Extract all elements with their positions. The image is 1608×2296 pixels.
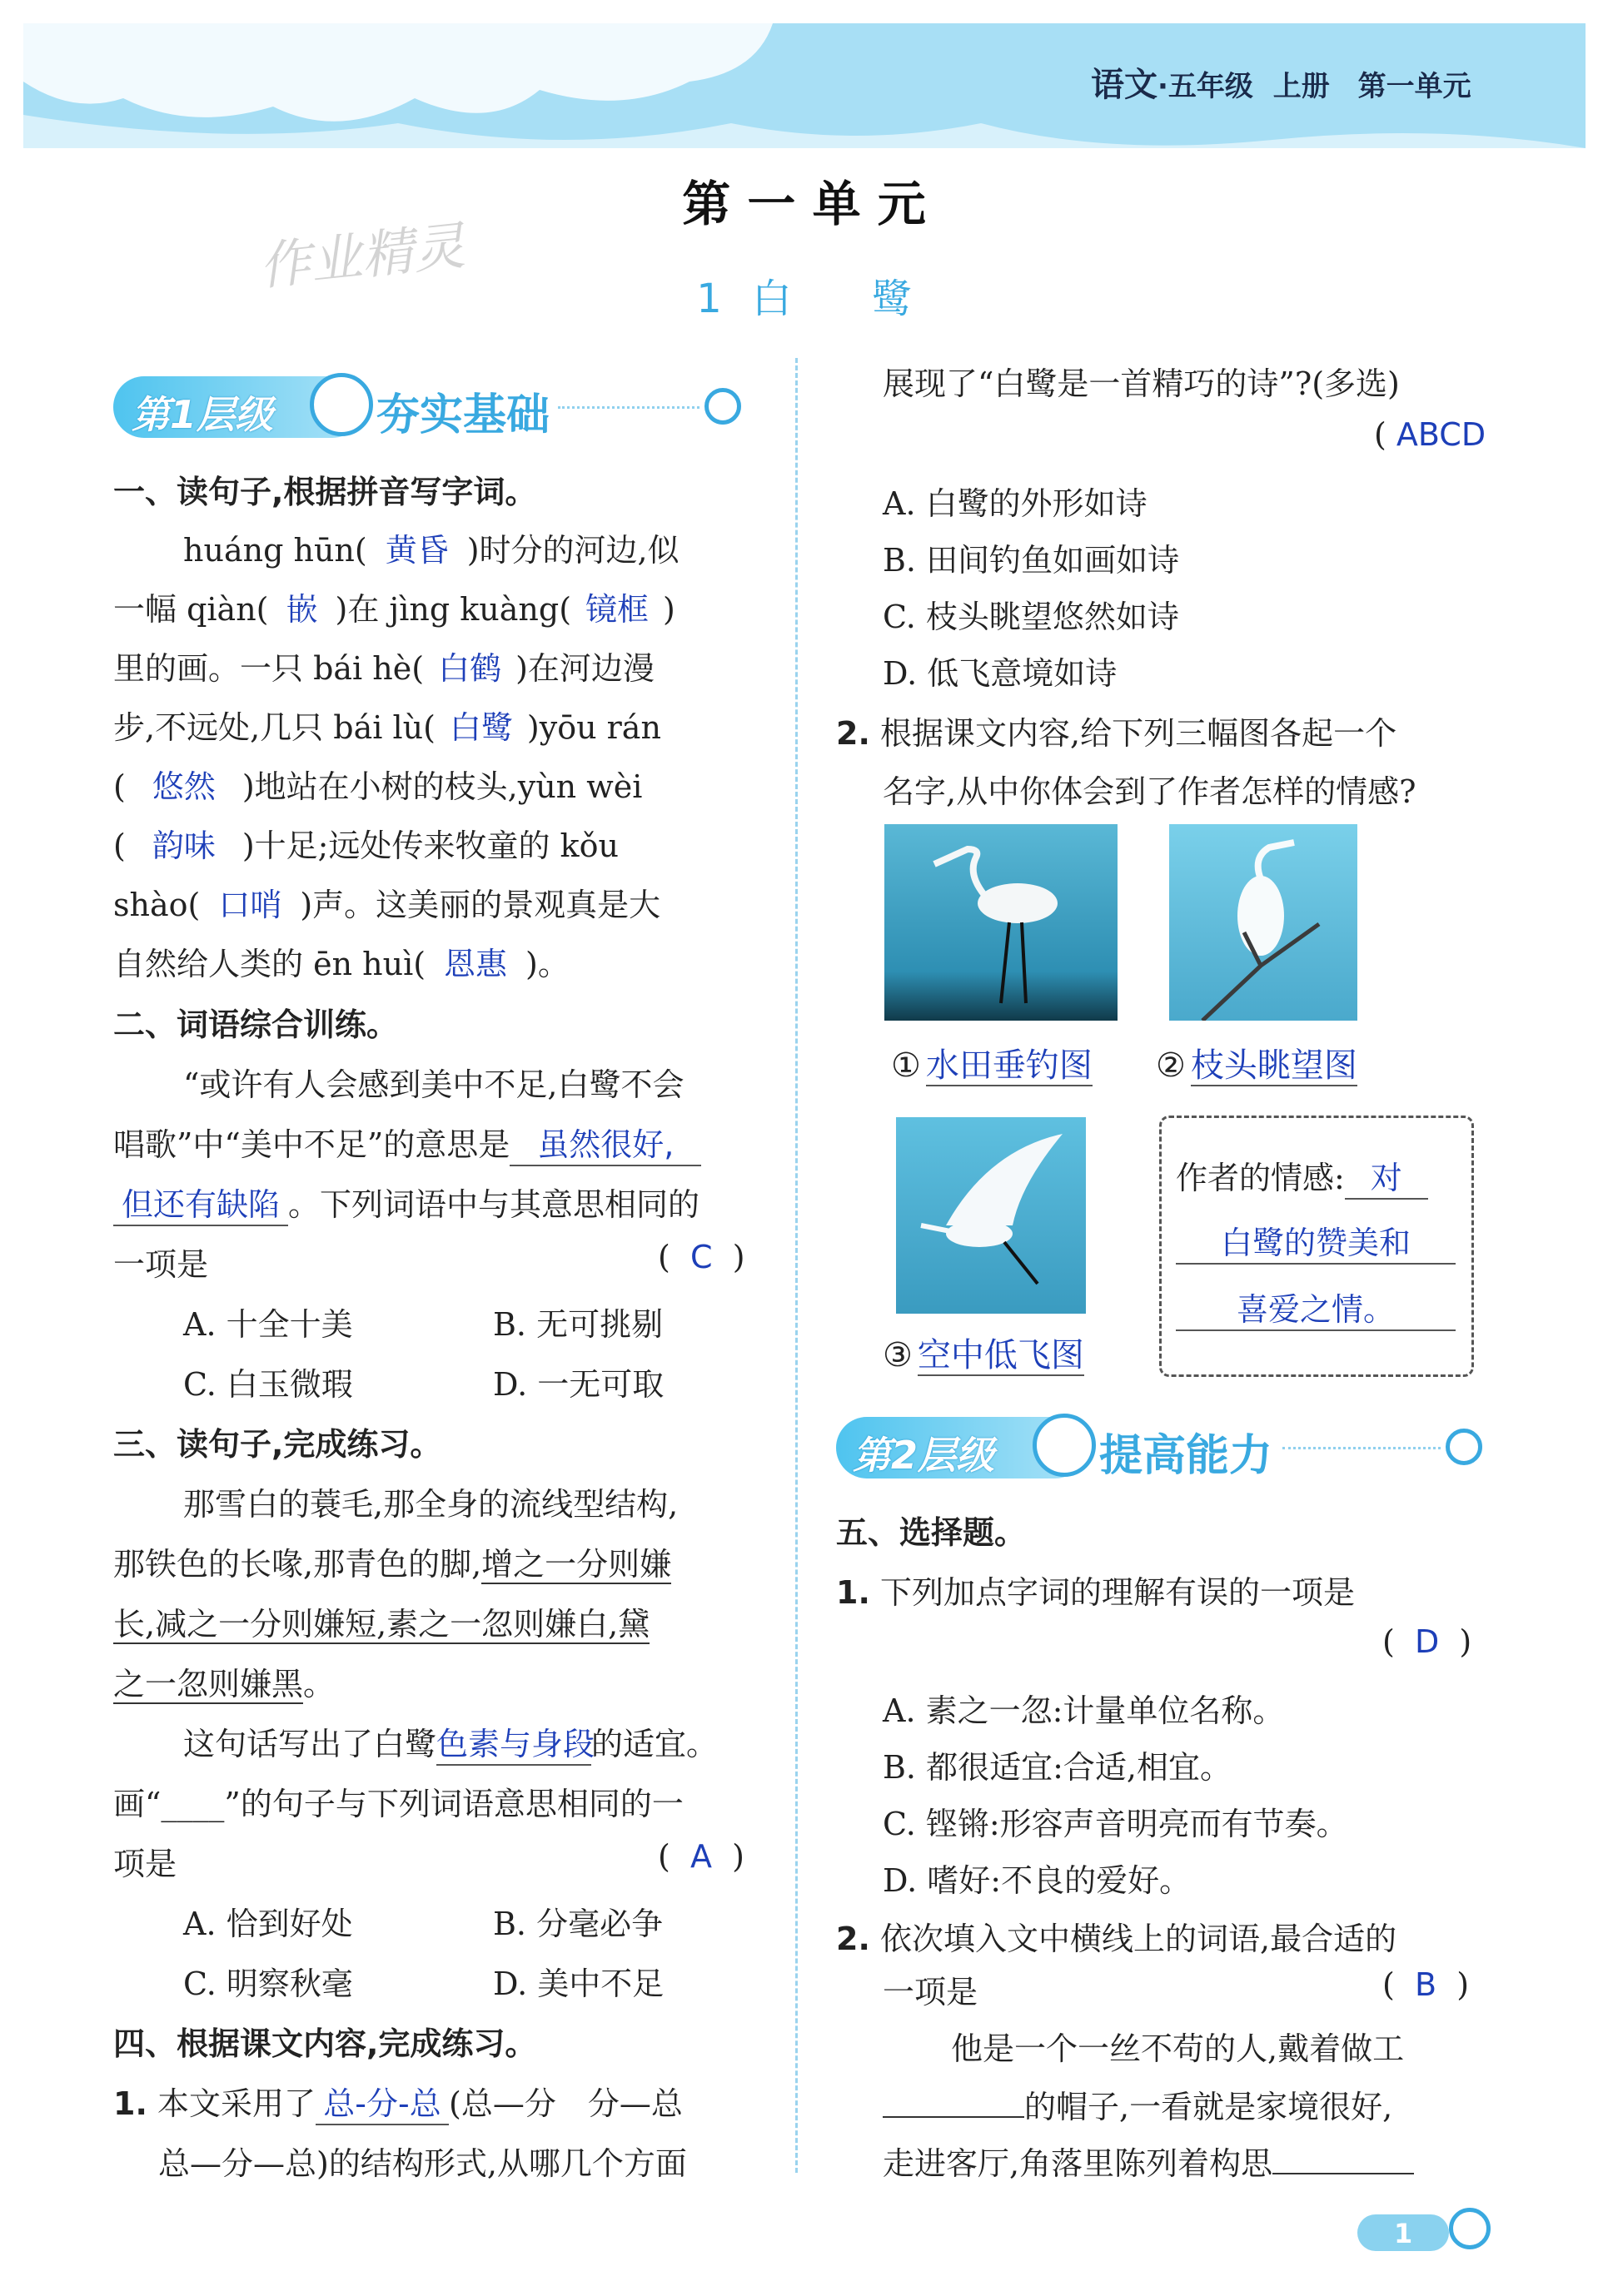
s1-line	[113, 761, 642, 807]
s5-q2-answer: B	[1414, 1966, 1437, 2003]
s3-option-c: C. 明察秋毫	[183, 1966, 353, 2002]
s3-line4	[113, 1658, 335, 1704]
s1-text: (	[113, 768, 126, 805]
s2-option-d: D. 一无可取	[493, 1366, 665, 1403]
header-subject: 语文	[1091, 66, 1157, 104]
s1-answer: 白鹤	[438, 650, 502, 687]
unit-title: 第 一 单 元	[682, 176, 926, 232]
s1-text: )十足;远处传来牧童的 kǒu	[241, 827, 619, 864]
s3-option-a: A. 恰到好处	[183, 1906, 353, 1942]
s3-heading: 三、读句子,完成练习。	[113, 1426, 442, 1463]
s2-heading: 二、词语综合训练。	[113, 1006, 399, 1043]
s3-line2-text: 那铁色的长喙,那青色的脚,	[113, 1546, 482, 1583]
s4-q1-answer-choice: ABCD	[1396, 416, 1486, 453]
s1-answer: 黄昏	[385, 532, 449, 569]
s1-text: )声。这美丽的景观真是大	[300, 887, 661, 923]
s5-passage-line2	[883, 2081, 1392, 2127]
level1-dotted-line	[558, 406, 699, 409]
level2-label: 第2层级	[853, 1433, 995, 1478]
caption-3-num: ③	[883, 1336, 913, 1374]
header-unit: 第一单元	[1357, 70, 1471, 103]
s3-line5	[183, 1718, 718, 1766]
feeling-answer-1: 对	[1345, 1152, 1428, 1200]
bell-icon	[1033, 1414, 1096, 1477]
s1-answer: 口哨	[218, 887, 282, 923]
s5-q1-option-b: B. 都很适宜:合适,相宜。	[883, 1749, 1232, 1786]
s5-passage-text3: 走进客厅,角落里陈列着构思	[883, 2145, 1273, 2182]
s2-answer-line1: 虽然很好,	[510, 1119, 701, 1166]
s4-q1-option-d: D. 低飞意境如诗	[883, 655, 1118, 692]
s2-para-line4: 一项是	[113, 1246, 209, 1283]
s5-q1-option-a: A. 素之一忽:计量单位名称。	[883, 1692, 1285, 1729]
s1-answer: 恩惠	[444, 946, 508, 982]
s3-line7: 项是	[113, 1846, 177, 1882]
s4-q1-answer: 总-分-总	[316, 2078, 449, 2125]
s1-text: 一幅 qiàn(	[113, 591, 269, 628]
s1-line	[113, 820, 619, 866]
caption-1-text: 水田垂钓图	[925, 1046, 1093, 1085]
feeling-line3	[1176, 1284, 1456, 1331]
s5-passage-line1: 他是一个一丝不苟的人,戴着做工	[951, 2030, 1405, 2067]
caption-2-num: ②	[1156, 1046, 1186, 1085]
s1-line	[113, 879, 660, 925]
egret-branch-photo	[1169, 824, 1357, 1021]
s3-line3-underlined: 长,减之一分则嫌短,素之一忽则嫌白,黛	[113, 1606, 650, 1642]
s1-text: )	[663, 591, 675, 628]
caption-1	[891, 1039, 1093, 1086]
s3-option-d: D. 美中不足	[493, 1966, 665, 2002]
s2-para-text2: 。下列词语中与其意思相同的	[288, 1186, 700, 1223]
s1-heading: 一、读句子,根据拼音写字词。	[113, 474, 537, 510]
caption-2-text: 枝头眺望图	[1190, 1046, 1357, 1085]
s4-q1-line3: 展现了“白鹭是一首精巧的诗”?(多选)	[883, 365, 1400, 402]
s3-line2	[113, 1538, 671, 1584]
chart-icon	[310, 373, 373, 436]
s5-q2-line2: 一项是	[883, 1974, 978, 2010]
s2-para-line3	[113, 1179, 699, 1226]
lesson-title	[0, 266, 1608, 324]
s4-q1-options-text: (总—分 分—总	[449, 2085, 683, 2122]
s1-text: )地站在小树的枝头,yùn wèi	[241, 768, 643, 805]
s1-line	[113, 938, 570, 984]
s5-blank-1	[883, 2116, 1024, 2118]
page-number: 1	[1394, 2218, 1413, 2249]
caption-3-text: 空中低飞图	[917, 1336, 1084, 1374]
s5-q1-option-c: C. 铿锵:形容声音明亮而有节奏。	[883, 1806, 1348, 1842]
header-grade: 五年级	[1167, 70, 1253, 103]
s3-line5-text: 这句话写出了白鹭	[183, 1726, 437, 1762]
s2-answer-line2: 但还有缺陷	[113, 1179, 288, 1226]
s4-q1-answer-paren: ( ABCD	[1374, 416, 1486, 453]
s1-text: )时分的河边,似	[466, 532, 680, 569]
s3-line2-underlined: 增之一分则嫌	[481, 1546, 672, 1583]
s5-q2-line1: 2. 依次填入文中横线上的词语,最合适的	[836, 1921, 1397, 1957]
egret-flying-photo	[896, 1117, 1086, 1314]
s2-answer: C	[689, 1239, 713, 1275]
header-volume: 上册	[1272, 70, 1330, 103]
s5-passage-line3	[883, 2138, 1414, 2184]
level1-title: 夯实基础	[376, 390, 550, 440]
column-divider	[795, 358, 798, 2173]
s1-answer: 白鹭	[449, 709, 513, 746]
s5-q1-text: 下列加点字词的理解有误的一项是	[879, 1574, 1355, 1611]
egret-fishing-photo	[884, 824, 1118, 1021]
caption-2	[1156, 1039, 1357, 1086]
s3-line4-end: 。	[303, 1666, 336, 1702]
s4-heading: 四、根据课文内容,完成练习。	[113, 2025, 537, 2062]
page-hand-icon	[1449, 2208, 1491, 2249]
s1-text: )在 jìng kuàng(	[335, 591, 572, 628]
s2-para-text: 唱歌”中“美中不足”的意思是	[113, 1126, 510, 1163]
s2-para-line2	[113, 1119, 701, 1166]
s5-heading: 五、选择题。	[836, 1514, 1027, 1551]
s1-answer: 嵌	[286, 591, 318, 628]
s1-text: 自然给人类的 ēn huì(	[113, 946, 426, 982]
s1-line	[113, 584, 675, 629]
s5-q1-answer: D	[1414, 1623, 1440, 1660]
caption-3	[883, 1329, 1084, 1376]
s1-text: )。	[525, 946, 570, 982]
s3-option-b: B. 分毫必争	[493, 1906, 664, 1942]
s5-blank-2	[1272, 2173, 1414, 2174]
s4-q2-text1: 根据课文内容,给下列三幅图各起一个	[879, 715, 1397, 752]
level1-label: 第1层级	[132, 392, 274, 437]
level2-hand-icon	[1446, 1429, 1482, 1465]
s4-q2-line2: 名字,从中你体会到了作者怎样的情感?	[883, 773, 1416, 810]
s5-q1: 1. 下列加点字词的理解有误的一项是	[836, 1574, 1355, 1611]
lesson-name: 白 鹭	[751, 276, 912, 322]
s2-para-line1: “或许有人会感到美中不足,白鹭不会	[183, 1066, 685, 1103]
s2-option-b: B. 无可挑剔	[493, 1306, 664, 1343]
s3-answer: A	[689, 1838, 712, 1875]
s1-text: shào(	[113, 887, 201, 923]
s3-answer-fill: 色素与身段	[436, 1718, 591, 1766]
s2-answer-paren: ( C )	[658, 1239, 745, 1275]
s1-text: (	[113, 827, 126, 864]
s1-line	[183, 524, 680, 570]
s1-text: 步,不远处,几只 bái lù(	[113, 709, 436, 746]
header-subject-line	[1091, 58, 1471, 106]
s5-q2-answer-paren: ( B )	[1382, 1966, 1470, 2003]
s3-line4-underlined: 之一忽则嫌黑	[113, 1666, 304, 1702]
feeling-line1	[1176, 1152, 1428, 1200]
s5-passage-text2: 的帽子,一看就是家境很好,	[1024, 2089, 1393, 2125]
s2-option-c: C. 白玉微瑕	[183, 1366, 353, 1403]
s1-text: huáng hūn(	[183, 532, 367, 569]
s3-line3	[113, 1598, 650, 1644]
header-sep: ·	[1157, 70, 1168, 103]
feeling-label: 作者的情感:	[1176, 1160, 1345, 1196]
level2-dotted-line	[1282, 1447, 1441, 1449]
s4-q1-line1: 1. 本文采用了 总-分-总 (总—分 分—总	[113, 2078, 683, 2125]
s1-answer: 韵味	[152, 827, 216, 864]
level2-title: 提高能力	[1099, 1431, 1273, 1481]
s4-q1-line2: 总—分—总)的结构形式,从哪几个方面	[158, 2145, 687, 2182]
s4-q2-line1: 2. 根据课文内容,给下列三幅图各起一个	[836, 715, 1397, 752]
s1-answer: 镜框	[585, 591, 650, 628]
s1-text: 里的画。一只 bái hè(	[113, 650, 425, 687]
s4-q1-option-b: B. 田间钓鱼如画如诗	[883, 542, 1180, 579]
s5-q2-text1: 依次填入文中横线上的词语,最合适的	[879, 1921, 1397, 1957]
s3-line1: 那雪白的蓑毛,那全身的流线型结构,	[183, 1486, 679, 1523]
s1-answer: 悠然	[152, 768, 216, 805]
s4-q1-option-c: C. 枝头眺望悠然如诗	[883, 599, 1179, 635]
s3-line6: 画“____”的句子与下列词语意思相同的一	[113, 1786, 684, 1822]
lesson-number: 1	[696, 276, 722, 322]
s5-q1-option-d: D. 嗜好:不良的爱好。	[883, 1862, 1192, 1899]
s1-line	[113, 643, 655, 688]
feeling-answer-3: 喜爱之情。	[1176, 1284, 1456, 1331]
s4-q1-option-a: A. 白鹭的外形如诗	[883, 485, 1148, 522]
s1-text: )yōu rán	[526, 709, 661, 746]
feeling-line2	[1176, 1217, 1456, 1265]
s4-q1-text: 本文采用了	[157, 2085, 316, 2122]
watermark: 作业精灵	[256, 215, 468, 297]
s5-q1-answer-paren: ( D )	[1382, 1623, 1472, 1660]
s3-line5-end: 的适宜。	[591, 1726, 719, 1762]
feeling-answer-2: 白鹭的赞美和	[1176, 1217, 1456, 1265]
s1-text: )在河边漫	[515, 650, 655, 687]
s3-answer-paren: ( A )	[658, 1838, 744, 1875]
caption-1-num: ①	[891, 1046, 921, 1085]
level1-hand-icon	[704, 388, 741, 425]
s1-line	[113, 702, 661, 748]
s2-option-a: A. 十全十美	[183, 1306, 353, 1343]
s1-body	[113, 524, 763, 991]
